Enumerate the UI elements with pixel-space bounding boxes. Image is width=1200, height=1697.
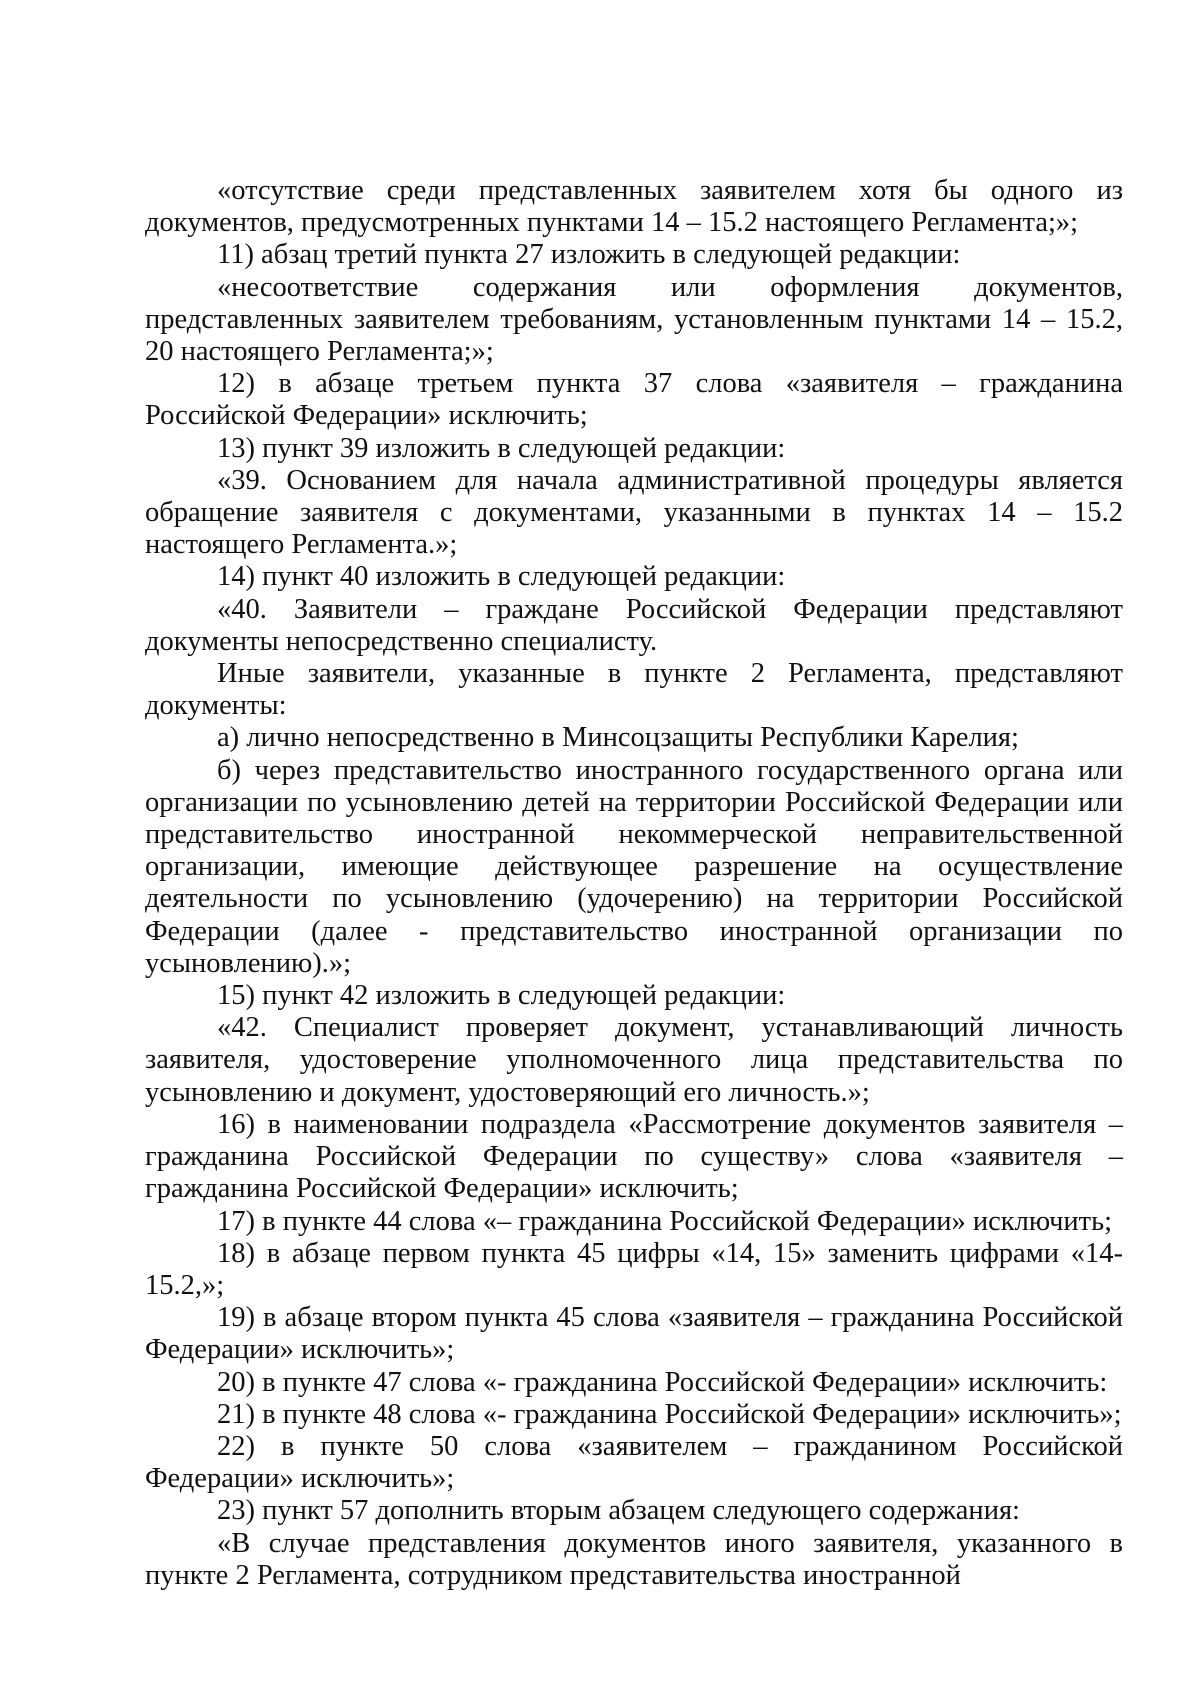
paragraph-3: «несоответствие содержания или оформления документов, представленных заявителем требованиям, установленным пунктами 14 – 15.2, 20 настоящего Регламента;»;: [145, 271, 1123, 368]
paragraph-18: 20) в пункте 47 слова «- гражданина Российской Федерации» исключить:: [217, 1366, 1108, 1398]
paragraph-11: б) через представительство иностранного государственного органа или организации по усыновлению детей на территории Российской Федерации или представительство иностранной некоммерческой неправительственной организации, имеющие действующее разрешение на осуществление деятельности по усыновлению (удочерению) на территории Российской Федерации (далее - представительство иностранной организации по усыновлению).»;: [145, 754, 1123, 979]
paragraph-6: «39. Основанием для начала административной процедуры является обращение заявителя с документами, указанными в пунктах 14 – 15.2 настоящего Регламента.»;: [145, 464, 1123, 561]
paragraph-4: 12) в абзаце третьем пункта 37 слова «заявителя – гражданина Российской Федерации» исключить;: [145, 368, 1123, 432]
paragraph-16: 18) в абзаце первом пункта 45 цифры «14, 15» заменить цифрами «14-15.2,»;: [145, 1237, 1123, 1301]
paragraph-7: 14) пункт 40 изложить в следующей редакции:: [217, 561, 786, 593]
paragraph-8: «40. Заявители – граждане Российской Федерации представляют документы непосредственно специалисту.: [145, 593, 1123, 657]
paragraph-10: а) лично непосредственно в Минсоцзащиты Республики Карелия;: [217, 722, 1019, 754]
paragraph-13: «42. Специалист проверяет документ, устанавливающий личность заявителя, удостоверение уполномоченного лица представительства по усыновлению и документ, удостоверяющий его личность.»;: [145, 1012, 1123, 1108]
paragraph-9: Иные заявители, указанные в пункте 2 Регламента, представляют документы:: [145, 658, 1123, 722]
paragraph-20: 22) в пункте 50 слова «заявителем – гражданином Российской Федерации» исключить»;: [145, 1430, 1123, 1495]
paragraph-1: «отсутствие среди представленных заявителем хотя бы одного из документов, предусмотренных пунктами 14 – 15.2 настоящего Регламента;»;: [145, 175, 1123, 239]
document-page: [145, 175, 1123, 1592]
paragraph-2: 11) абзац третий пункта 27 изложить в следующей редакции:: [217, 239, 961, 271]
paragraph-17: 19) в абзаце втором пункта 45 слова «заявителя – гражданина Российской Федерации» исключить»;: [145, 1302, 1123, 1366]
paragraph-22: «В случае представления документов иного заявителя, указанного в пункте 2 Регламента, сотрудником представительства иностранной: [145, 1527, 1123, 1591]
paragraph-19: 21) в пункте 48 слова «- гражданина Российской Федерации» исключить»;: [217, 1398, 1122, 1430]
paragraph-15: 17) в пункте 44 слова «– гражданина Российской Федерации» исключить;: [217, 1205, 1113, 1237]
paragraph-14: 16) в наименовании подраздела «Рассмотрение документов заявителя – гражданина Российской Федерации по существу» слова «заявителя – гражданина Российской Федерации» исключить;: [145, 1108, 1123, 1205]
paragraph-12: 15) пункт 42 изложить в следующей редакции:: [217, 980, 786, 1012]
paragraph-21: 23) пункт 57 дополнить вторым абзацем следующего содержания:: [217, 1495, 1020, 1527]
paragraph-5: 13) пункт 39 изложить в следующей редакции:: [217, 432, 786, 464]
